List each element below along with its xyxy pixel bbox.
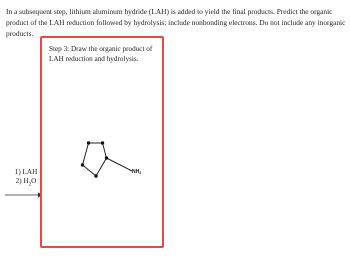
atom-dot[interactable]: [81, 163, 84, 166]
atom-dot[interactable]: [94, 174, 97, 177]
step-3-drawing-panel[interactable]: [40, 36, 164, 248]
ring-atoms: [81, 141, 108, 177]
amine-group-label[interactable]: [132, 169, 141, 175]
reagent-2-prefix: 2) H: [15, 177, 29, 185]
amine-label-subscript: 2: [139, 171, 142, 175]
atom-dot[interactable]: [105, 156, 108, 159]
reagent-2-subscript: 2: [28, 182, 32, 188]
question-text: In a subsequent step, lithium aluminum hydride (LAH) is added to yield the final products. Predict the organic product of the LAH reduction followed by hydrolysis; include nonbonding electrons. Do not include any inorganic products.: [6, 7, 346, 38]
cyclopentane-ring: [83, 143, 107, 176]
step-title: Step 3: Draw the organic product of LAH reduction and hydrolysis.: [49, 45, 153, 63]
amine-label-main: NH: [132, 169, 140, 175]
reagent-2-suffix: O: [31, 177, 37, 185]
atom-dot[interactable]: [87, 141, 90, 144]
molecule-drawing[interactable]: [42, 38, 162, 246]
reagent-1: 1) LAH: [14, 168, 38, 176]
c-n-bond: [107, 158, 133, 171]
reaction-arrow-icon: [4, 191, 44, 199]
atom-dot[interactable]: [101, 141, 104, 144]
